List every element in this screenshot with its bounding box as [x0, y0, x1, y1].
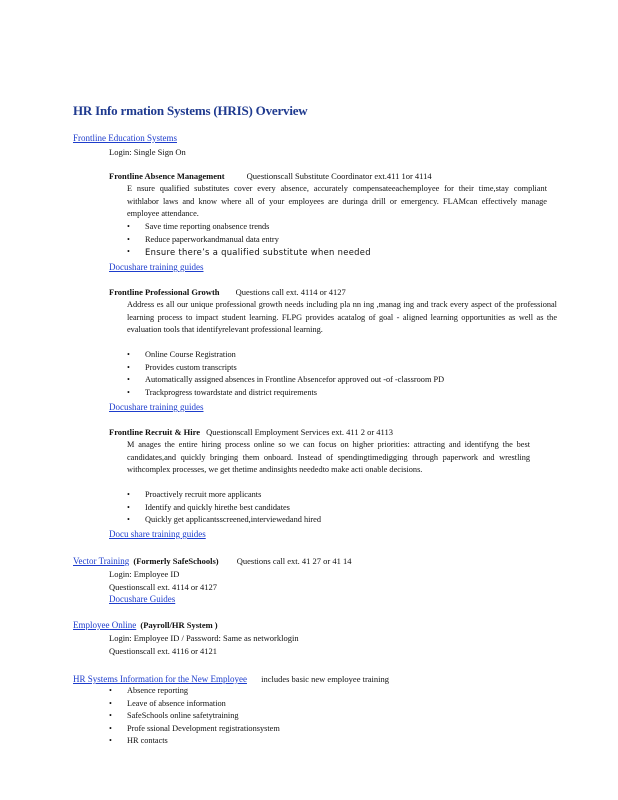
employee-online-heading: [73, 619, 218, 632]
bullet-icon: •: [127, 222, 130, 231]
list-item: • Profe ssional Development registrationsystem: [109, 723, 280, 736]
vector-guides-link[interactable]: Docushare Guides: [109, 594, 176, 604]
bullet-icon: •: [127, 502, 130, 512]
list-item: • Leave of absence information: [109, 698, 280, 711]
vector-heading: [73, 555, 351, 568]
professional-guides-link[interactable]: Docushare training guides: [109, 402, 204, 412]
list-item: • Online Course Registration: [127, 349, 444, 362]
list-item: • Ensure there’s a qualified substitute when needed: [127, 247, 371, 258]
absence-questions: Questionscall Substitute Coordinator ext.411 1or 4114: [246, 171, 432, 181]
bullet-icon: •: [109, 723, 112, 733]
bullet-icon: •: [127, 234, 130, 244]
frontline-login-text: Login: Single Sign On: [109, 147, 186, 157]
list-item: • SafeSchools online safetytraining: [109, 710, 280, 723]
new-employee-link[interactable]: HR Systems Information for the New Employee: [73, 674, 247, 684]
bullet-icon: •: [127, 387, 130, 397]
recruit-title: Frontline Recruit & Hire: [109, 427, 201, 437]
bullet-icon: •: [127, 247, 130, 257]
bullet-icon: •: [109, 736, 112, 746]
bullet-icon: •: [127, 515, 130, 525]
bullet-icon: •: [127, 375, 130, 385]
list-item: • Provides custom transcripts: [127, 362, 444, 375]
professional-title: Frontline Professional Growth: [109, 287, 220, 297]
professional-description: Address es all our unique professional growth needs including pla nn ing ,manag ing and track every aspect of the professional learning process to impact student learning. FLPG provides acatalog of goal - aligned learning opportunities as well as the evaluation tools that identifyrelevant professional learning.: [127, 300, 557, 335]
list-item: • Save time reporting onabsence trends: [127, 221, 371, 234]
bullet-icon: •: [109, 698, 112, 708]
vector-questions: Questions call ext. 41 27 or 41 14: [236, 556, 352, 566]
recruit-heading: [109, 426, 393, 439]
absence-guides-link[interactable]: Docushare training guides: [109, 262, 204, 272]
bullet-icon: •: [127, 350, 130, 359]
page-title: HR Info rmation Systems (HRIS) Overview: [73, 103, 308, 118]
recruit-questions: Questionscall Employment Services ext. 411 2 or 4113: [206, 427, 393, 437]
bullet-icon: •: [127, 362, 130, 372]
new-employee-bullets: [109, 685, 280, 748]
vector-training-link[interactable]: Vector Training: [73, 556, 130, 566]
recruit-description: M anages the entire hiring process online so we can focus on higher priorities: attracting and identifyng the best candidates,and quickly bringing them onboard. Instead of spendingtimedigging through paperwork and wrestling withcomplex processes, we get thetime andinsights neededto make acti onable decisions.: [127, 440, 530, 475]
professional-questions: Questions call ext. 4114 or 4127: [235, 287, 346, 297]
list-item: • Reduce paperworkandmanual data entry: [127, 234, 371, 247]
absence-title: Frontline Absence Management: [109, 171, 225, 181]
vector-questions-line: Questionscall ext. 4114 or 4127: [109, 582, 218, 592]
bullet-icon: •: [127, 490, 130, 499]
new-employee-includes: includes basic new employee training: [261, 674, 390, 684]
bullet-icon: •: [109, 686, 112, 695]
employee-online-questions: Questionscall ext. 4116 or 4121: [109, 646, 218, 656]
employee-online-payroll: (Payroll/HR System ): [140, 620, 218, 630]
list-item: • HR contacts: [109, 735, 280, 748]
employee-online-login: Login: Employee ID / Password: Same as networklogin: [109, 633, 299, 643]
vector-login: Login: Employee ID: [109, 569, 180, 579]
recruit-guides-link[interactable]: Docu share training guides: [109, 529, 206, 539]
professional-bullets: [127, 349, 444, 399]
list-item: • Absence reporting: [109, 685, 280, 698]
professional-heading: [109, 286, 346, 299]
absence-bullets: [127, 221, 371, 260]
frontline-education-link[interactable]: Frontline Education Systems: [73, 133, 177, 143]
employee-online-link[interactable]: Employee Online: [73, 620, 137, 630]
list-item: • Automatically assigned absences in Frontline Absencefor approved out -of -classroom PD: [127, 374, 444, 387]
list-item: • Trackprogress towardstate and district requirements: [127, 387, 444, 400]
new-employee-heading: [73, 673, 389, 686]
list-item: • Quickly get applicantsscreened,interviewedand hired: [127, 514, 321, 527]
recruit-bullets: [127, 489, 321, 527]
vector-formerly: (Formerly SafeSchools): [133, 556, 219, 566]
list-item: • Identify and quickly hirethe best candidates: [127, 502, 321, 515]
absence-heading: [109, 170, 432, 183]
bullet-icon: •: [109, 711, 112, 721]
list-item: • Proactively recruit more applicants: [127, 489, 321, 502]
absence-description: E nsure qualified substitutes cover every absence, accurately compensateeachemployee for their time,stay compliant withlabor laws and know where all of your employees are duringa drill or emergency. FLAMcan effectively manage employee attendance.: [127, 184, 547, 219]
